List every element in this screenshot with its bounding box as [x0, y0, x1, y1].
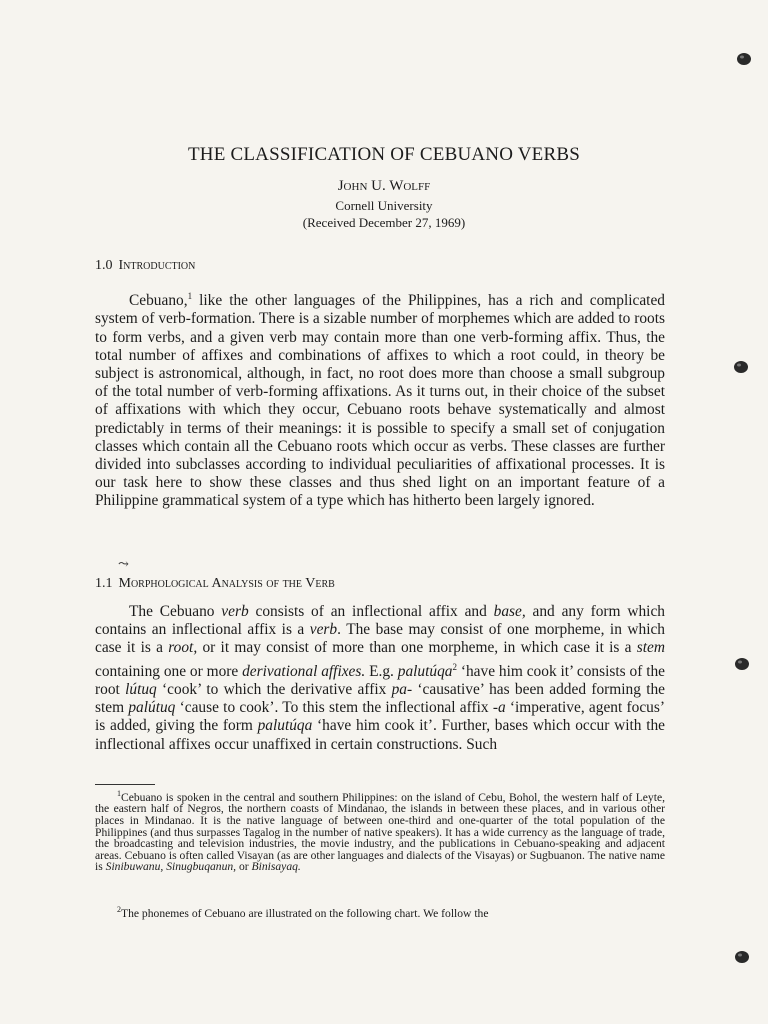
author-name: John U. Wolff [337, 178, 431, 194]
text-run: ‘have him cook it’. Further, bases which occur with the inflectional affixes occur unaffixed in certain constructions. Such [95, 717, 666, 753]
text-run: or it may consist of more than one morpheme, in which case it is a [197, 639, 637, 657]
term-italic: palutúqa [397, 662, 453, 680]
term-italic: base, [493, 603, 526, 620]
text-run: . The base may consist of one morpheme, in which case it is a [95, 621, 665, 657]
term-italic: -a [492, 699, 506, 717]
intro-paragraph [95, 287, 665, 511]
term-italic: pa- [391, 680, 413, 698]
text-run: containing one or more [95, 662, 243, 680]
section-number: 1.1 [95, 576, 113, 591]
text-run: ‘have him cook it’ consists of the root [95, 662, 665, 698]
term-italic: Sinibuwanu, Sinugbuqanun, [105, 860, 237, 874]
footnote-2 [95, 904, 665, 919]
text-run: like the other languages of the Philippines, has a rich and complicated system of verb-formation. There is a sizable number of morphemes which are added to roots to form verbs, and a given verb may contain more than one verb-forming affix. Thus, the total number of affixes and combinations of affixes to which a root could, in theory be subject is astronomical, although, in fact, no root does more than choose a small subgroup of the total number of verb-forming affixations. As it turns out, in their choice of the subset of affixations with which they occur, Cebuano roots behave systematically and almost predictably in terms of their meanings: it is possible to specify a small set of conjugation classes which contain all the Cebuano roots which occur as verbs. These classes are further divided into subclasses according to individual peculiarities of affixational processes. It is our task here to show these classes and thus shed light on an important feature of a Philippine grammatical system of a type which has hitherto been largely ignored. [95, 292, 665, 510]
section-number: 1.0 [95, 258, 113, 273]
text-run: consists of an inflectional affix and [248, 603, 494, 620]
page-title: THE CLASSIFICATION OF CEBUANO VERBS [188, 144, 580, 165]
punch-hole-icon [734, 657, 750, 671]
text-run: or [236, 860, 252, 874]
footnote-number: 1 [117, 789, 121, 798]
text-run: Cebuano is spoken in the central and southern Philippines: on the island of Cebu, Bohol, the western half of Leyte, the eastern half of Negros, the northern coasts of Mindanao, the islands in between these places, and in various other places in Mindanao. It is the native language of between one-third and one-quarter of the total population of the Philippines (and thus surpasses Tagalog in the number of native speakers). It has a wide currency as the language of trade, the broadcasting and television industries, the movie industry, and the publications in Cebuano-speaking and adjacent areas. Cebuano is often called Visayan (as are other languages and dialects of the Visayas) or Sugbuanon. The native name is [95, 790, 665, 874]
term-italic: Binisayaq. [251, 860, 301, 874]
text-run: ‘cause to cook’. To this stem the inflectional affix [175, 699, 493, 717]
pen-mark-icon: ⤳ [118, 556, 129, 571]
text-run: ‘imperative, agent focus’ is added, giving the form [95, 699, 665, 735]
punch-hole-icon [736, 52, 752, 66]
received-date: (Received December 27, 1969) [302, 215, 466, 230]
section-title: Introduction [118, 258, 196, 273]
section-heading-morphology [95, 576, 335, 592]
term-italic: palutúqa [257, 717, 313, 735]
section-heading-intro [95, 258, 195, 274]
text-run: ‘cook’ to which the derivative affix [156, 680, 392, 698]
term-italic: verb [309, 621, 338, 639]
footnote-number: 2 [117, 905, 121, 914]
term-italic: stem [636, 639, 665, 657]
text-run: The Cebuano [129, 603, 222, 620]
term-italic: lútuq [125, 680, 157, 698]
text-run: E.g. [365, 662, 398, 680]
footnote-divider [95, 784, 155, 785]
text-run: ‘causative’ has been added forming the stem [95, 680, 666, 717]
punch-hole-icon [733, 360, 749, 374]
footnote-1 [95, 788, 665, 873]
text-run: and any form which contains an inflectional affix is a [95, 603, 665, 639]
morphology-paragraph [95, 603, 665, 754]
punch-hole-icon [734, 950, 750, 964]
term-italic: palútuq [128, 699, 176, 717]
term-italic: root, [168, 639, 198, 657]
text-run: Cebuano, [129, 292, 188, 310]
section-title: Morphological Analysis of the Verb [118, 576, 335, 591]
term-italic: derivational affixes. [242, 662, 366, 680]
text-run: The phonemes of Cebuano are illustrated on the following chart. We follow the [121, 906, 489, 920]
footnote-ref: 2 [452, 661, 457, 672]
affiliation: Cornell University [335, 198, 433, 213]
term-italic: verb [221, 603, 249, 620]
footnote-ref: 1 [187, 291, 193, 301]
